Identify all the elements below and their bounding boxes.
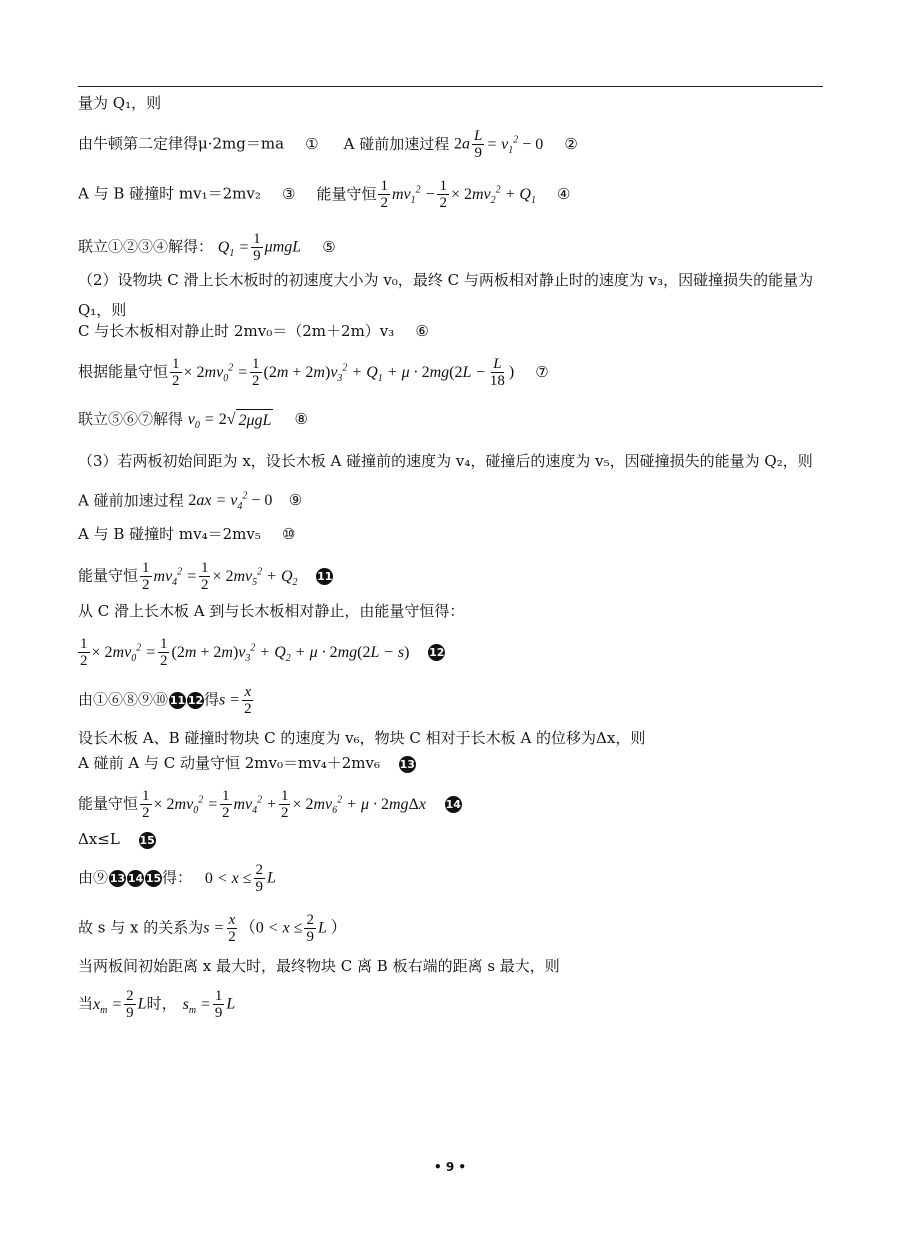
fraction: $\frac{1}{9}$ — [253, 231, 261, 264]
header-rule — [78, 86, 823, 87]
fraction: $\frac{1}{2}$ — [172, 356, 180, 389]
text: 联立①②③④解得： — [78, 237, 214, 256]
text: 由⑨ — [78, 868, 109, 887]
equation-number: ⑥ — [415, 322, 429, 340]
fraction: $\frac{1}{2}$ — [380, 178, 388, 211]
text: （2）设物块 C 滑上长木板时的初速度大小为 v₀，最终 C 与两板相对静止时的速度为 v₃，因碰撞损失的能量为 Q₁，则 — [78, 271, 814, 319]
text: 能量守恒 — [78, 794, 139, 813]
fraction: $\frac{2}{9}$ — [306, 912, 314, 945]
text: Δx≤L — [78, 830, 120, 848]
equation-line: 故 s 与 x 的关系为s = $\frac{x}{2}$ （0 < x ≤ $\frac{2}{9}$ L ） — [78, 912, 347, 945]
equation-line — [78, 828, 828, 850]
equation-number: ⑨ — [288, 491, 303, 510]
text: 当 — [78, 994, 94, 1013]
text: 能量守恒 — [78, 566, 139, 585]
text: C 与长木板相对静止时 2mv₀＝（2m＋2m）v₃ — [78, 322, 395, 340]
equation-line: 能量守恒 $\frac{1}{2}$ × $2mv_0^2$ = $\frac{1}{2}$ $mv_4^2$ + $\frac{1}{2}$ × $2mv_6^2 + \mu \cdot 2mg\Delta x$ 14 — [78, 788, 461, 821]
text: A 与 B 碰撞时 mv₁＝2mv₂ — [78, 184, 261, 203]
equation-line — [78, 523, 828, 545]
fraction: $\frac{1}{2}$ — [280, 788, 289, 821]
equation-line — [78, 752, 828, 774]
equation-number: ③ — [281, 184, 296, 203]
equation-number: ④ — [557, 184, 571, 203]
equation-line: 由⑨ 13 14 15得： 0 < x ≤ $\frac{2}{9}$ L — [78, 862, 276, 895]
equation-number: 14 — [445, 798, 461, 811]
text: A 碰前 A 与 C 动量守恒 2mv₀＝mv₄＋2mv₆ — [78, 754, 380, 772]
text: 当两板间初始距离 x 最大时，最终物块 C 离 B 板右端的距离 s 最大，则 — [78, 957, 560, 975]
equation-number: 13 — [399, 757, 415, 771]
equation-number: ⑧ — [294, 410, 308, 428]
equation-line — [78, 320, 828, 342]
text-line — [78, 955, 828, 977]
equation-number: ⑦ — [535, 362, 549, 381]
text: A 碰前加速过程 — [343, 134, 450, 153]
equation-number: 15 — [139, 833, 155, 847]
fraction: $\frac{1}{2}$ — [159, 636, 168, 669]
equation-number: 14 — [127, 872, 144, 885]
equation-line: 由①⑥⑧⑨⑩ 11 12得s = $\frac{x}{2}$ — [78, 684, 252, 717]
fraction: $\frac{1}{2}$ — [222, 788, 230, 821]
equation-number: ⑩ — [281, 525, 296, 543]
equation-line: $\frac{1}{2}$ × $2mv_0^2$ = $\frac{1}{2}$ $(2m + 2m)v_3^2 + Q_2 + \mu \cdot 2mg(2L - s)$ 12 — [80, 636, 445, 669]
fraction: $\frac{1}{9}$ — [214, 988, 223, 1021]
page-number: • 9 • — [433, 1160, 467, 1174]
text: A 与 B 碰撞时 mv₄＝2mv₅ — [78, 525, 261, 543]
text: 由①⑥⑧⑨⑩ — [78, 690, 169, 709]
equation-number: ② — [564, 134, 578, 153]
fraction: $\frac{x}{2}$ — [228, 912, 236, 945]
equation-number: 12 — [187, 694, 204, 707]
text: 量为 Q₁，则 — [78, 94, 162, 112]
equation-number: ⑤ — [322, 237, 336, 256]
text: 得： — [162, 868, 193, 887]
fraction: $\frac{x}{2}$ — [244, 684, 252, 717]
equation-line: 根据能量守恒 $\frac{1}{2}$ × $2mv_0^2$ = $\frac{1}{2}$ $(2m + 2m)v_3^2 + Q_1 + \mu \cdot 2mg(2L$ − $\frac{L}{18}$ ) ⑦ — [78, 356, 828, 390]
equation-line: A 与 B 碰撞时 mv₁＝2mv₂ ③ 能量守恒 $\frac{1}{2}$ $mv_1^2$ − $\frac{1}{2}$ × $2mv_2^2 + Q_1$ ④ — [78, 178, 828, 212]
text: 能量守恒 — [316, 184, 377, 203]
equation-line: 能量守恒 $\frac{1}{2}$ $mv_4^2$ = $\frac{1}{2}$ × $2mv_5^2 + Q_2$ 11 — [78, 560, 333, 593]
text: （3）若两板初始间距为 x，设长木板 A 碰撞前的速度为 v₄，碰撞后的速度为 v₅，因碰撞损失的能量为 Q₂，则 A 碰前加速过程 — [78, 452, 813, 510]
paragraph: （3）若两板初始间距为 x，设长木板 A 碰撞前的速度为 v₄，碰撞后的速度为 v₅，因碰撞损失的能量为 Q₂，则 A 碰前加速过程 $2ax = v_4^2 - 0$ ⑨ — [78, 443, 826, 526]
equation-line: 当$x_m$ = $\frac{2}{9}$ L时， $s_m$ = $\frac{1}{9}$ L — [78, 988, 236, 1021]
equation-number: 15 — [145, 872, 162, 885]
text: 联立⑤⑥⑦解得 — [78, 410, 184, 428]
fraction: $\frac{L}{9}$ — [474, 128, 483, 161]
fraction: $\frac{1}{2}$ — [200, 560, 209, 593]
text-line — [78, 727, 828, 749]
equation-number: ① — [305, 134, 319, 153]
text-line — [78, 600, 828, 622]
equation-line: 由牛顿第二定律得μ·2mg＝ma ① A 碰前加速过程 2a $\frac{L}{9}$ = $v_1^2 - 0$ ② — [78, 128, 828, 162]
fraction: $\frac{1}{2}$ — [80, 636, 88, 669]
equation-line: 联立⑤⑥⑦解得 $v_0 = 2√$ 2μgL ⑧ — [78, 408, 828, 437]
fraction: $\frac{L}{18}$ — [489, 356, 505, 389]
fraction: $\frac{1}{2}$ — [142, 788, 150, 821]
equation-number: 12 — [429, 646, 445, 659]
text: 设长木板 A、B 碰撞时物块 C 的速度为 v₆，物块 C 相对于长木板 A 的位移为Δx，则 — [78, 729, 646, 747]
text-line — [78, 92, 828, 114]
fraction: $\frac{1}{2}$ — [439, 178, 447, 211]
paragraph — [78, 265, 826, 325]
text: 得 — [204, 690, 220, 709]
text: 时， — [146, 994, 177, 1013]
fraction: $\frac{2}{9}$ — [126, 988, 134, 1021]
text: 由牛顿第二定律得μ·2mg＝ma — [78, 134, 285, 153]
text: 故 s 与 x 的关系为 — [78, 918, 204, 937]
text: 根据能量守恒 — [78, 362, 169, 381]
equation-number: 13 — [109, 872, 126, 885]
fraction: $\frac{1}{2}$ — [142, 560, 150, 593]
equation-number: 11 — [317, 570, 333, 583]
fraction: $\frac{1}{2}$ — [252, 356, 260, 389]
equation-number: 11 — [169, 694, 186, 707]
text: 从 C 滑上长木板 A 到与长木板相对静止，由能量守恒得： — [78, 602, 465, 620]
equation-line: 联立①②③④解得： $Q_1$ = $\frac{1}{9}$ μmgL ⑤ — [78, 231, 828, 265]
fraction: $\frac{2}{9}$ — [255, 862, 263, 895]
